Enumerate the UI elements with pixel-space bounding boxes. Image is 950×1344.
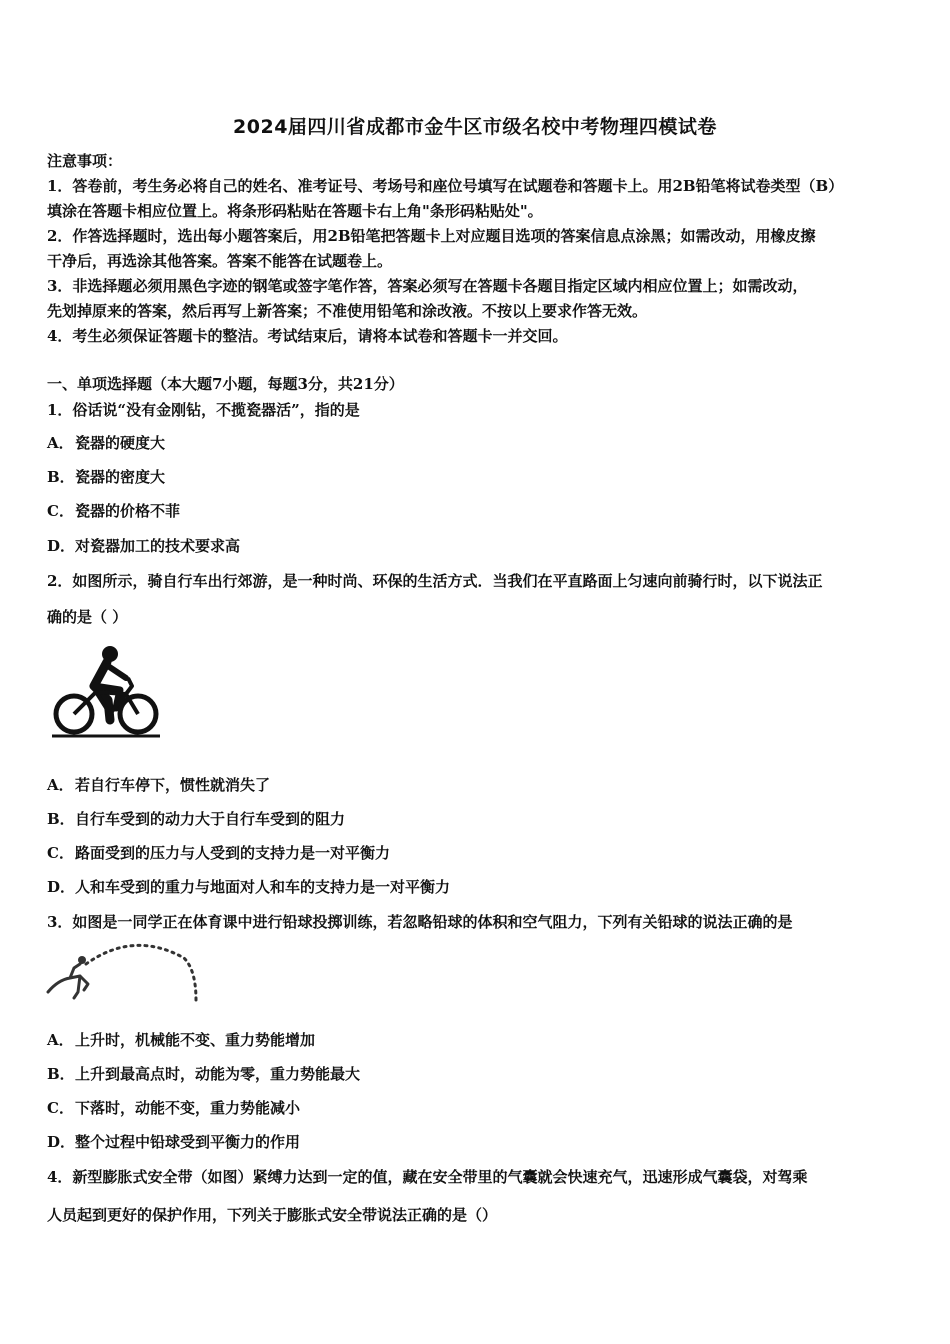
- shot-put-figure: [44, 940, 204, 1006]
- question-1-option-a: [47, 432, 907, 454]
- question-4-stem: 4．新型膨胀式安全带（如图）紧缚力达到一定的值，藏在安全带里的气囊就会快速充气，迅速形成气囊袋，对驾乘: [47, 1168, 808, 1186]
- question-3-option-c: [47, 1097, 907, 1119]
- option-text: 下落时，动能不变，重力势能减小: [75, 1099, 301, 1117]
- question-1-option-c: [47, 500, 907, 522]
- notice-line: 干净后，再选涂其他答案。答案不能答在试题卷上。: [47, 252, 393, 270]
- notice-line: 先划掉原来的答案，然后再写上新答案；不准使用铅笔和涂改液。不按以上要求作答无效。: [47, 302, 648, 320]
- notice-line: 2．作答选择题时，选出每小题答案后，用2B铅笔把答题卡上对应题目选项的答案信息点涂黑；如需改动，用橡皮擦: [47, 227, 816, 245]
- option-letter: A．: [47, 776, 74, 794]
- option-letter: D．: [47, 1133, 76, 1151]
- question-2-stem: 确的是（ ）: [47, 608, 128, 626]
- question-2-option-c: [47, 842, 907, 864]
- option-text: 瓷器的价格不菲: [75, 502, 181, 520]
- cyclist-figure: [50, 642, 162, 740]
- option-letter: B．: [47, 468, 75, 486]
- question-2-option-b: [47, 808, 907, 830]
- notice-line: 4．考生必须保证答题卡的整洁。考试结束后，请将本试卷和答题卡一并交回。: [47, 327, 568, 345]
- question-4-stem: 人员起到更好的保护作用，下列关于膨胀式安全带说法正确的是（）: [47, 1206, 498, 1224]
- question-3-stem: 3．如图是一同学正在体育课中进行铅球投掷训练，若忽略铅球的体积和空气阻力，下列有关铅球的说法正确的是: [47, 913, 793, 931]
- question-1-option-b: [47, 466, 907, 488]
- option-text: 整个过程中铅球受到平衡力的作用: [75, 1133, 301, 1151]
- exam-title: 2024届四川省成都市金牛区市级名校中考物理四模试卷: [233, 116, 717, 138]
- notice-line: 填涂在答题卡相应位置上。将条形码粘贴在答题卡右上角"条形码粘贴处"。: [47, 202, 543, 220]
- option-text: 人和车受到的重力与地面对人和车的支持力是一对平衡力: [75, 878, 451, 896]
- notice-heading: 注意事项：: [47, 152, 123, 170]
- option-text: 瓷器的密度大: [75, 468, 166, 486]
- option-letter: C．: [47, 502, 74, 520]
- option-text: 上升到最高点时，动能为零，重力势能最大: [75, 1065, 361, 1083]
- question-2-option-d: [47, 876, 907, 898]
- option-letter: A．: [47, 1031, 74, 1049]
- question-3-option-a: [47, 1029, 907, 1051]
- option-letter: A．: [47, 434, 74, 452]
- option-letter: D．: [47, 878, 76, 896]
- notice-line: 1．答卷前，考生务必将自己的姓名、准考证号、考场号和座位号填写在试题卷和答题卡上。用2B铅笔将试卷类型（B）: [47, 177, 844, 195]
- option-letter: B．: [47, 810, 75, 828]
- option-text: 自行车受到的动力大于自行车受到的阻力: [75, 810, 346, 828]
- option-letter: C．: [47, 844, 74, 862]
- option-text: 瓷器的硬度大: [75, 434, 166, 452]
- question-2-stem: 2．如图所示，骑自行车出行郊游，是一种时尚、环保的生活方式．当我们在平直路面上匀速向前骑行时，以下说法正: [47, 572, 823, 590]
- option-letter: B．: [47, 1065, 75, 1083]
- option-text: 若自行车停下，惯性就消失了: [75, 776, 271, 794]
- question-1-stem: 1．俗话说“没有金刚钻，不揽瓷器活”，指的是: [47, 401, 360, 419]
- section-heading: 一、单项选择题（本大题7小题，每题3分，共21分）: [47, 375, 404, 393]
- notice-line: 3．非选择题必须用黑色字迹的钢笔或签字笔作答，答案必须写在答题卡各题目指定区域内相应位置上；如需改动，: [47, 277, 808, 295]
- question-1-option-d: [47, 535, 907, 557]
- question-3-option-b: [47, 1063, 907, 1085]
- question-2-option-a: [47, 774, 907, 796]
- option-text: 上升时，机械能不变、重力势能增加: [75, 1031, 316, 1049]
- option-letter: D．: [47, 537, 76, 555]
- option-text: 对瓷器加工的技术要求高: [75, 537, 241, 555]
- option-text: 路面受到的压力与人受到的支持力是一对平衡力: [75, 844, 391, 862]
- option-letter: C．: [47, 1099, 74, 1117]
- question-3-option-d: [47, 1131, 907, 1153]
